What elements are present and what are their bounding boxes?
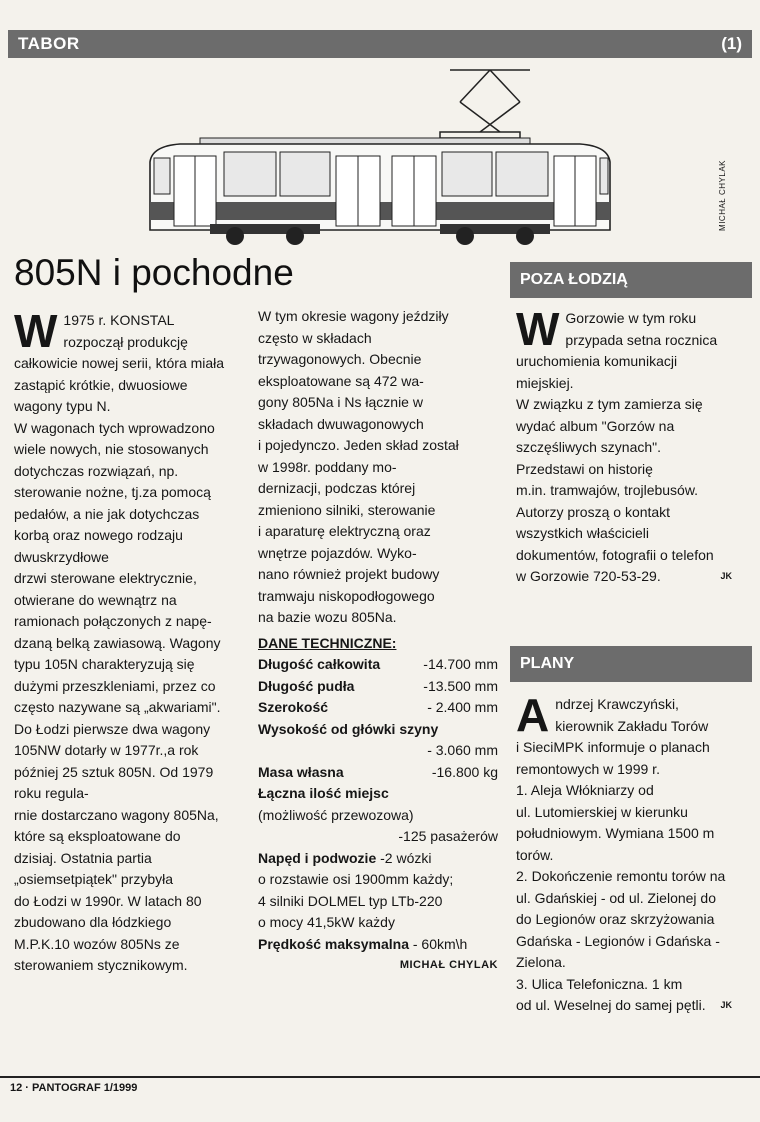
- section-number: (1): [721, 34, 742, 53]
- text-line: i pojedynczo. Jeden skład został: [258, 437, 459, 453]
- text-line: ndrzej Krawczyński,: [555, 696, 679, 712]
- text-line: przypada setna rocznica: [565, 331, 718, 348]
- text-line: całkowicie nowej serii, która miała: [14, 355, 225, 371]
- sidebar-heading-bar: [510, 262, 752, 298]
- sidebar-heading-bar: [510, 646, 752, 682]
- text-line: miejskiej.: [516, 374, 574, 391]
- illustration-credit: MICHAŁ CHYLAK: [718, 160, 727, 231]
- text-line: dużymi przeszkleniami, przez co: [14, 677, 216, 694]
- text-line: wszystkich właścicieli: [516, 525, 650, 541]
- text-line: W związku z tym zamierza się: [516, 396, 703, 412]
- text-line: które są eksploatowane do: [14, 828, 181, 844]
- text-line: 1. Aleja Włókniarzy od: [516, 782, 654, 798]
- drop-cap: W: [14, 305, 58, 357]
- sidebar-box-plany: [510, 646, 752, 1017]
- text-line: i SieciMPK informuje o planach: [516, 739, 710, 755]
- spec-height-value: - 3.060 mm: [427, 742, 498, 758]
- text-line: wiele nowych, nie stosowanych: [14, 441, 209, 457]
- text-line: często w składach: [258, 329, 372, 346]
- spec-value: - 2.400 mm: [427, 699, 498, 715]
- section-header-bar: [8, 30, 752, 58]
- text-line: M.P.K.10 wozów 805Ns ze: [14, 935, 180, 952]
- text-line: zastąpić krótkie, dwuosiowe: [14, 376, 188, 393]
- text-line: Zielona.: [516, 954, 566, 970]
- bogie-front: [210, 224, 320, 245]
- text-line: w Gorzowie 720-53-29.: [516, 568, 661, 584]
- spec-seats-label: Łączna ilość miejsc: [258, 785, 389, 801]
- text-line: od ul. Weselnej do samej pętli.: [516, 997, 706, 1013]
- text-line: rnie dostarczano wagony 805Na,: [14, 806, 219, 823]
- drop-cap: W: [516, 303, 560, 355]
- text-line: do Legionów oraz skrzyżowania: [516, 911, 715, 927]
- spec-row: [258, 762, 498, 784]
- text-line: ul. Gdańskiej - od ul. Zielonej do: [516, 889, 716, 906]
- drop-cap: A: [516, 689, 550, 741]
- spec-drive-label: Napęd i podwozie: [258, 849, 377, 866]
- text-line: sterowanie nożne, tj.za pomocą: [14, 484, 211, 500]
- spec-mass-label: Masa własna: [258, 763, 344, 780]
- text-line: wnętrze pojazdów. Wyko-: [258, 544, 417, 561]
- spec-row: [258, 654, 498, 676]
- spec-value: -13.500 mm: [423, 677, 498, 694]
- text-line: zmieniono silniki, sterowanie: [258, 501, 436, 518]
- text-line: Gorzowie w tym roku: [565, 310, 697, 326]
- text-line: remontowych w 1999 r.: [516, 760, 660, 777]
- footer-rule: [0, 1076, 760, 1078]
- text-line: sterowaniem stycznikowym.: [14, 957, 188, 973]
- text-line: „osiemsetpiątek" przybyła: [14, 871, 174, 887]
- text-line: otwierane do wewnątrz na: [14, 591, 177, 608]
- spec-label: Szerokość: [258, 699, 329, 715]
- text-line: trzywagonowych. Obecnie: [258, 351, 422, 367]
- text-line: ul. Lutomierskiej w kierunku: [516, 803, 688, 820]
- text-line: składach dwuwagonowych: [258, 415, 424, 432]
- spec-seats-value: -125 pasażerów: [398, 828, 498, 844]
- text-line: pedałów, a nie jak dotychczas: [14, 505, 200, 522]
- text-line: ramionach połączonych z napę-: [14, 613, 212, 629]
- spec-drive-line: o rozstawie osi 1900mm każdy;: [258, 871, 454, 887]
- text-line: W tym okresie wagony jeździły: [258, 308, 449, 324]
- text-line: często nazywane są „akwariami".: [14, 699, 221, 715]
- spec-height-label: Wysokość od główki szyny: [258, 720, 439, 737]
- text-line: Autorzy proszą o kontakt: [516, 503, 671, 520]
- spec-label: Długość pudła: [258, 677, 355, 694]
- text-line: tramwaju niskopodłogowego: [258, 587, 435, 604]
- text-line: nano również projekt budowy: [258, 566, 440, 582]
- sidebar-body: [510, 689, 752, 1017]
- text-line: 3. Ulica Telefoniczna. 1 km: [516, 975, 683, 992]
- text-line: na bazie wozu 805Na.: [258, 609, 397, 625]
- spec-drive-line: -2 wózki: [380, 849, 432, 866]
- text-line: wagony typu N.: [14, 398, 111, 414]
- bogie-rear: [440, 224, 550, 245]
- text-line: 2. Dokończenie remontu torów na: [516, 868, 726, 884]
- text-line: dzaną belką zawiasową. Wagony: [14, 634, 221, 651]
- text-line: później 25 sztuk 805N. Od 1979: [14, 763, 214, 780]
- spec-drive-line: 4 silniki DOLMEL typ LTb-220: [258, 892, 443, 909]
- text-line: korbą oraz nowego rodzaju: [14, 527, 183, 543]
- text-line: szczęśliwych szynach".: [516, 439, 662, 455]
- text-line: dernizacji, podczas której: [258, 480, 416, 496]
- sidebar-heading: POZA ŁODZIĄ: [520, 271, 628, 288]
- text-line: Przedstawi on historię: [516, 460, 653, 477]
- text-line: dokumentów, fotografii o telefon: [516, 546, 714, 563]
- text-line: w 1998r. poddany mo-: [258, 458, 397, 475]
- text-line: dwuskrzydłowe: [14, 548, 109, 565]
- spec-speed-label: Prędkość maksymalna: [258, 935, 409, 952]
- sidebar-body: [510, 303, 752, 588]
- text-line: Gdańska - Legionów i Gdańska -: [516, 932, 720, 949]
- section-label: TABOR: [18, 34, 80, 53]
- sidebar-box-poza-lodzia: [510, 262, 752, 588]
- text-line: uruchomienia komunikacji: [516, 353, 678, 369]
- article-title: 805N i pochodne: [14, 252, 294, 293]
- article-column-2: [258, 306, 498, 977]
- text-line: dotychczas rozwiązań, np.: [14, 462, 179, 479]
- page-footer: [0, 1070, 760, 1122]
- signature: JK: [720, 1000, 732, 1010]
- text-line: do Łodzi w 1990r. W latach 80: [14, 892, 202, 909]
- spec-label: Długość całkowita: [258, 656, 381, 672]
- text-line: gony 805Na i Ns łącznie w: [258, 394, 423, 410]
- text-line: i aparaturę elektryczną oraz: [258, 523, 431, 539]
- spec-speed-value: - 60km\h: [412, 935, 468, 952]
- tram-body: [150, 144, 610, 230]
- text-line: kierownik Zakładu Torów: [555, 717, 709, 734]
- tech-data-heading: DANE TECHNICZNE:: [258, 634, 397, 651]
- footer-text: 12 · PANTOGRAF 1/1999: [10, 1082, 138, 1094]
- spec-row: [258, 697, 498, 719]
- spec-mass-value: -16.800 kg: [431, 763, 498, 780]
- text-line: 105NW dotarły w 1977r.,a rok: [14, 742, 199, 758]
- signature: JK: [720, 571, 732, 581]
- text-line: W wagonach tych wprowadzono: [14, 419, 215, 436]
- text-line: wydać album "Gorzów na: [516, 417, 675, 434]
- spec-drive-line: o mocy 41,5kW każdy: [258, 914, 395, 930]
- spec-seats-note: (możliwość przewozowa): [258, 806, 414, 823]
- text-line: Do Łodzi pierwsze dwa wagony: [14, 720, 211, 737]
- tram-illustration: [140, 62, 620, 247]
- text-line: torów.: [516, 846, 554, 863]
- text-line: drzwi sterowane elektrycznie,: [14, 570, 197, 586]
- text-line: zbudowano dla łódzkiego: [14, 914, 172, 930]
- text-line: południowym. Wymiana 1500 m: [516, 825, 715, 841]
- text-line: 1975 r. KONSTAL: [63, 312, 175, 328]
- text-line: roku regula-: [14, 785, 89, 801]
- article-column-1: [14, 305, 254, 977]
- spec-value: -14.700 mm: [423, 656, 498, 672]
- text-line: dzisiaj. Ostatnia partia: [14, 849, 152, 866]
- text-line: m.in. tramwajów, trojlebusów.: [516, 482, 699, 498]
- article-author: MICHAŁ CHYLAK: [399, 959, 498, 971]
- sidebar-heading: PLANY: [520, 655, 575, 672]
- text-line: typu 105N charakteryzują się: [14, 656, 195, 672]
- text-line: rozpoczął produkcję: [63, 333, 188, 350]
- text-line: eksploatowane są 472 wa-: [258, 372, 424, 389]
- pantograph: [440, 70, 530, 138]
- spec-row: [258, 676, 498, 698]
